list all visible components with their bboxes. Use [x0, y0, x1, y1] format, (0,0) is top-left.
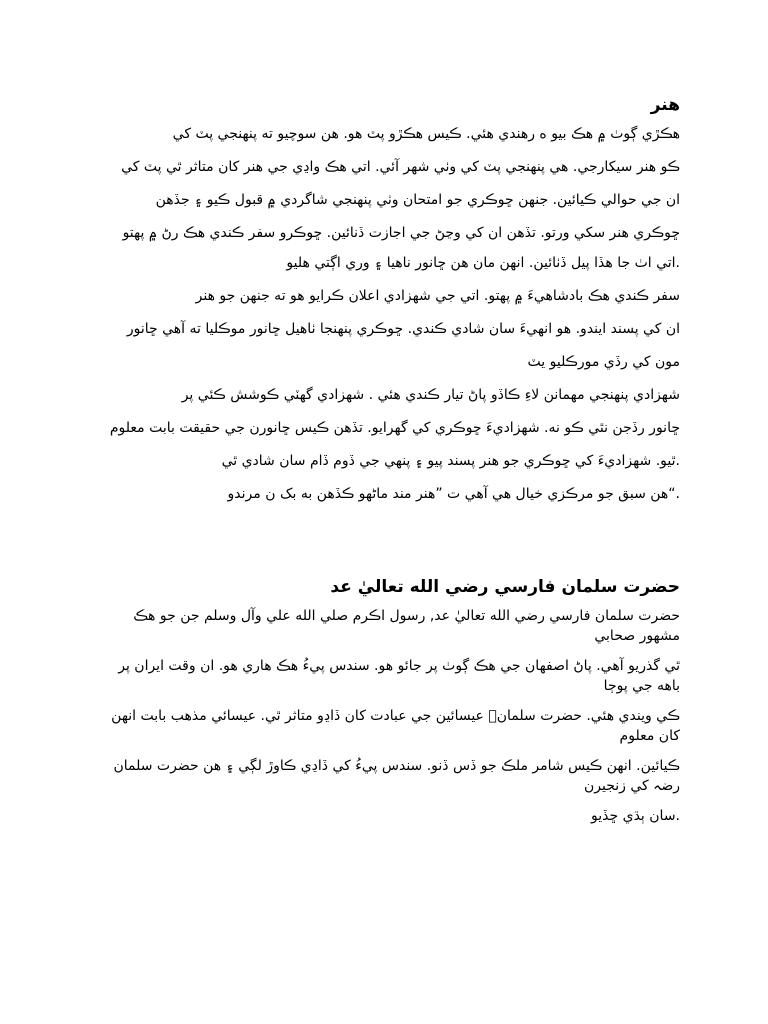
paragraph-line: .“هن سبق جو مرڪزي خيال هي آهي ت ”هنر مند ماڻهو ڪڏهن به بک ن مرندو: [227, 486, 680, 502]
paragraph-line: ڪي ويندي هئي. حضرت سلمانؓ عيسائين جي عبادت کان ڏاڍو متاثر ٿي. عيسائي مذهب بابت انهن کان معلوم: [111, 708, 680, 744]
section-title-salman-farsi: حضرت سلمان فارسي رضي الله تعاليٰ عد: [330, 577, 680, 597]
paragraph-line: ٿي گذريو آهي. پاڻ اصفهان جي هڪ ڳوٺ پر جائو هو. سندس پيءُ هڪ هاري هو. ان وقت ايران پر باهه جي پوڄا: [118, 658, 680, 694]
paragraph-line: ڇوڪري هنر سکي ورتو. تڏهن ان کي وڃڻ جي اجازت ڏنائين. ڇوڪرو سفر ڪندي هڪ رڻ ۾ پهتو: [122, 225, 680, 241]
paragraph-line: حضرت سلمان فارسي رضي الله تعاليٰ عد, رسول اڪرم صلي الله علي وآل وسلم جن جو هڪ مشهور صحابي: [133, 608, 680, 644]
section-title-hunar: هنر: [650, 95, 680, 115]
paragraph-line: .اتي اٺ جا هڏا پيل ڏٺائين. انهن مان هن ڇانور ناهيا ۽ وري اڳتي هليو: [286, 255, 680, 271]
paragraph-line: ان جي حوالي ڪيائين. جنهن ڇوڪري جو امتحان وٺي پنهنجي شاگردي ۾ قبول ڪيو ۽ جڏهن: [155, 192, 680, 208]
paragraph-line: سفر ڪندي هڪ بادشاهيءَ ۾ پهتو. اتي جي شهزادي اعلان ڪرايو هو ته جنهن جو هنر: [195, 288, 680, 304]
paragraph-line: هڪڙي ڳوٺ ۾ هڪ بيو ه رهندي هئي. ڪيس هڪڙو پٽ هو. هن سوچيو ته پنهنجي پٽ کي: [172, 126, 680, 142]
paragraph-line: شهزادي پنهنجي مهمانن لاءِ ڪاڏو پاڻ تيار ڪندي هئي . شهزادي گهٽي ڪوشش ڪئي پر: [181, 387, 680, 403]
paragraph-line: ڇانور رڏجن نٿي ڪو نه. شهزاديءَ ڇوڪري کي گهرايو. تڏهن ڪيس ڇانورن جي حقيقت بابت معلوم: [109, 420, 680, 436]
paragraph-line: ان کي پسند ايندو. هو انهيءَ سان شادي ڪندي. ڇوڪري پنهنجا ٺاهيل ڇانور موڪليا ته آهي ڇانور: [126, 321, 680, 337]
paragraph-line: .ٿيو. شهزاديءَ کي ڇوڪري جو هنر پسند پيو ۽ پنهي جي ڏوم ڏام سان شادي ٿي: [221, 453, 680, 469]
paragraph-line: مون کي رڏي مورڪليو يٽ: [527, 354, 680, 370]
paragraph-line: ڪيائين. انهن ڪيس شامر ملڪ جو ڏس ڏنو. سندس پيءُ کي ڏاڍي ڪاوڙ لڳي ۽ هن حضرت سلمان رضہ کي زنجيرن: [113, 758, 680, 794]
paragraph-line: ڪو هنر سيکارجي. هي پنهنجي پٽ کي وٺي شهر آئي. اتي هڪ واڍي جي هنر کان متاثر ٿي پٽ کي: [121, 159, 680, 175]
paragraph-line: .سان ٻڌي ڇڏيو: [591, 808, 680, 824]
document-body: [100, 92, 680, 836]
